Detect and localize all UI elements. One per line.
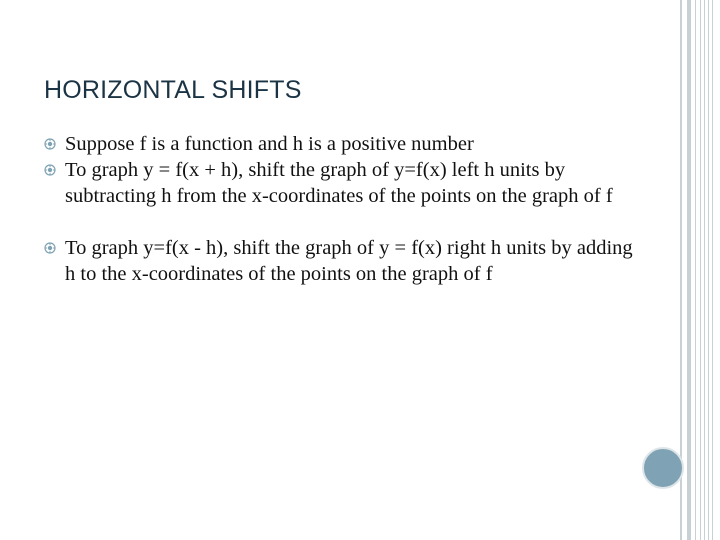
sun-bullet-icon xyxy=(44,138,56,150)
bullet-text: To graph y=f(x - h), shift the graph of y = f(x) right h units by adding h to the x-coordinates of the points on the graph of f xyxy=(65,237,633,285)
decorative-stripe xyxy=(704,0,705,540)
slide-title: HORIZONTAL SHIFTS xyxy=(44,76,302,104)
decorative-stripe xyxy=(687,0,691,540)
sun-bullet-icon xyxy=(44,242,56,254)
decorative-circle xyxy=(642,447,684,489)
bullet-text: To graph y = f(x + h), shift the graph of y=f(x) left h units by subtracting h from the x-coordinates of the points on the graph of f xyxy=(65,159,613,207)
bullet-item xyxy=(44,235,634,287)
bullet-item xyxy=(44,131,634,157)
decorative-stripe xyxy=(712,0,713,540)
decorative-stripe xyxy=(700,0,701,540)
bullet-list xyxy=(44,131,634,287)
sun-bullet-icon xyxy=(44,164,56,176)
bullet-text: Suppose f is a function and h is a positive number xyxy=(65,133,474,155)
decorative-stripe xyxy=(695,0,696,540)
decorative-stripe xyxy=(708,0,709,540)
bullet-item xyxy=(44,157,634,209)
